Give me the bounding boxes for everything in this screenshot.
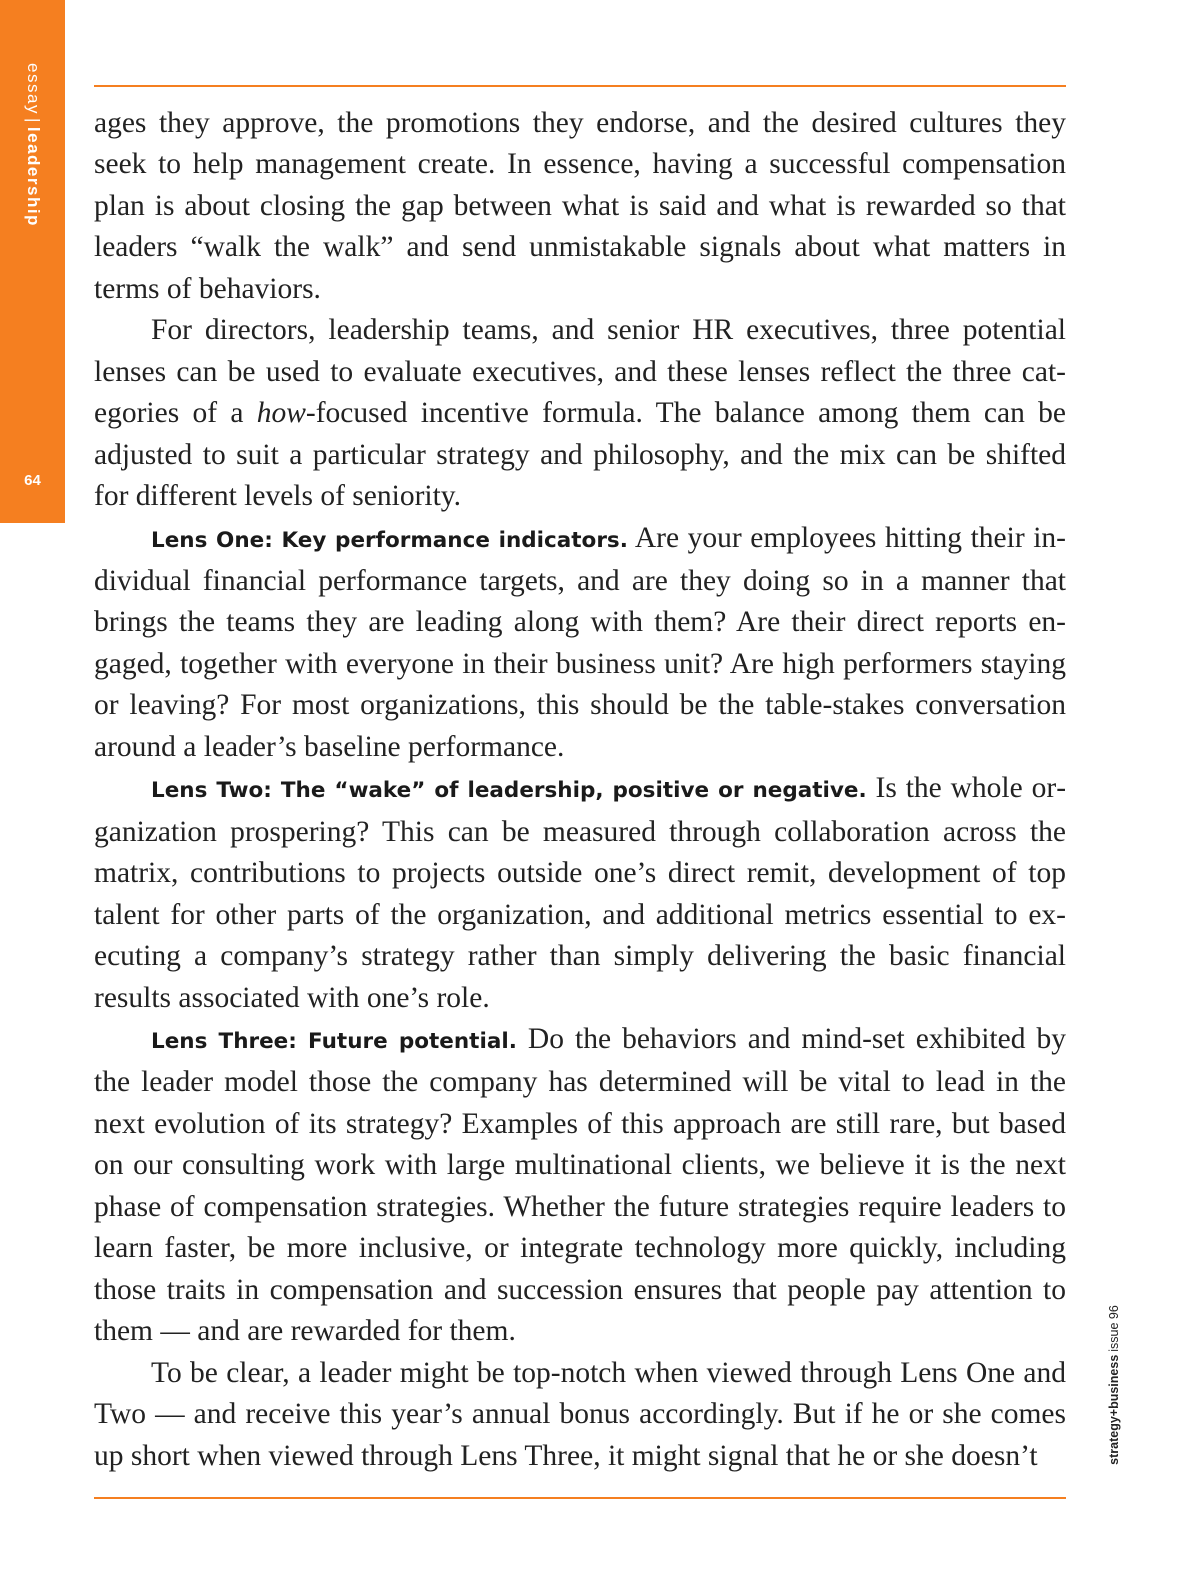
lens-three-heading: Lens Three: Future potential. bbox=[151, 1028, 517, 1054]
top-rule bbox=[94, 85, 1066, 87]
publication-footer bbox=[1107, 1305, 1121, 1465]
section-tab bbox=[0, 0, 65, 523]
section-keyword: essay bbox=[24, 63, 43, 115]
paragraph-text: Are your employees hitting their individual financial performance targets, and are they doing so in a manner that brings the teams they are leading along with them? Are their direct reports engaged, together with everyone in their business unit? Are high performers staying or leaving? For most organizations, this should be the table-stakes conversation around a leader’s baseline performance. bbox=[94, 521, 1066, 763]
bottom-rule bbox=[94, 1497, 1066, 1499]
paragraph-text: Is the whole organization prospering? This can be measured through collaboration across the matrix, contributions to projects outside one’s direct remit, development of top talent for other parts of the organization, and additional metrics essential to executing a company’s strategy rather than simply delivering the basic financial results associated with one’s role. bbox=[94, 772, 1067, 1014]
article-body bbox=[94, 103, 1066, 1477]
section-topic: leadership bbox=[24, 126, 43, 227]
paragraph-continuation bbox=[94, 103, 1066, 310]
section-label bbox=[23, 63, 43, 227]
lens-one-heading: Lens One: Key performance indicators. bbox=[151, 527, 628, 553]
paragraph-lens-three bbox=[94, 1019, 1066, 1353]
paragraph-lens-one bbox=[94, 518, 1066, 769]
page-number: 64 bbox=[24, 472, 41, 489]
italic-word: how bbox=[256, 397, 306, 430]
paragraph-text: ages they approve, the promotions they endorse, and the desired cultures they seek to help management create. In essence, having a successful compensation plan is about closing the gap between what is said and what is rewarded so that leaders “walk the walk” and send unmistakable signals about what matters in terms of behaviors. bbox=[94, 107, 1066, 305]
paragraph-conclusion bbox=[94, 1353, 1066, 1477]
section-separator: | bbox=[24, 117, 43, 124]
paragraph-lenses-intro bbox=[94, 310, 1066, 517]
paragraph-text: Do the behaviors and mind-set exhibited by the leader model those the company has determined will be vital to lead in the next evolution of its strategy? Examples of this approach are still rare, but based on our consulting work with large multinational clients, we believe it is the next phase of compensation strategies. Whether the future strategies require leaders to learn faster, be more inclusive, or integrate technology more quickly, including those traits in compensation and succession ensures that people pay attention to them — and are rewarded for them. bbox=[94, 1022, 1067, 1348]
paragraph-lens-two bbox=[94, 768, 1066, 1019]
publication-name: strategy+business bbox=[1107, 1354, 1121, 1465]
paragraph-text: For directors, leadership teams, and senior HR executives, three potential lenses can be used to evaluate executives, and these lenses reflect the three categories of a bbox=[94, 314, 1066, 430]
issue-number: issue 96 bbox=[1107, 1305, 1121, 1352]
paragraph-text: -focused incentive formula. The balance among them can be adjusted to suit a particular strategy and philosophy, and the mix can be shifted for different levels of seniority. bbox=[94, 397, 1066, 513]
paragraph-text: To be clear, a leader might be top-notch when viewed through Lens One and Two — and receive this year’s annual bonus accordingly. But if he or she comes up short when viewed through Lens Three, it might signal that he or she doesn’t bbox=[94, 1356, 1066, 1472]
lens-two-heading: Lens Two: The “wake” of leadership, positive or negative. bbox=[151, 778, 867, 804]
